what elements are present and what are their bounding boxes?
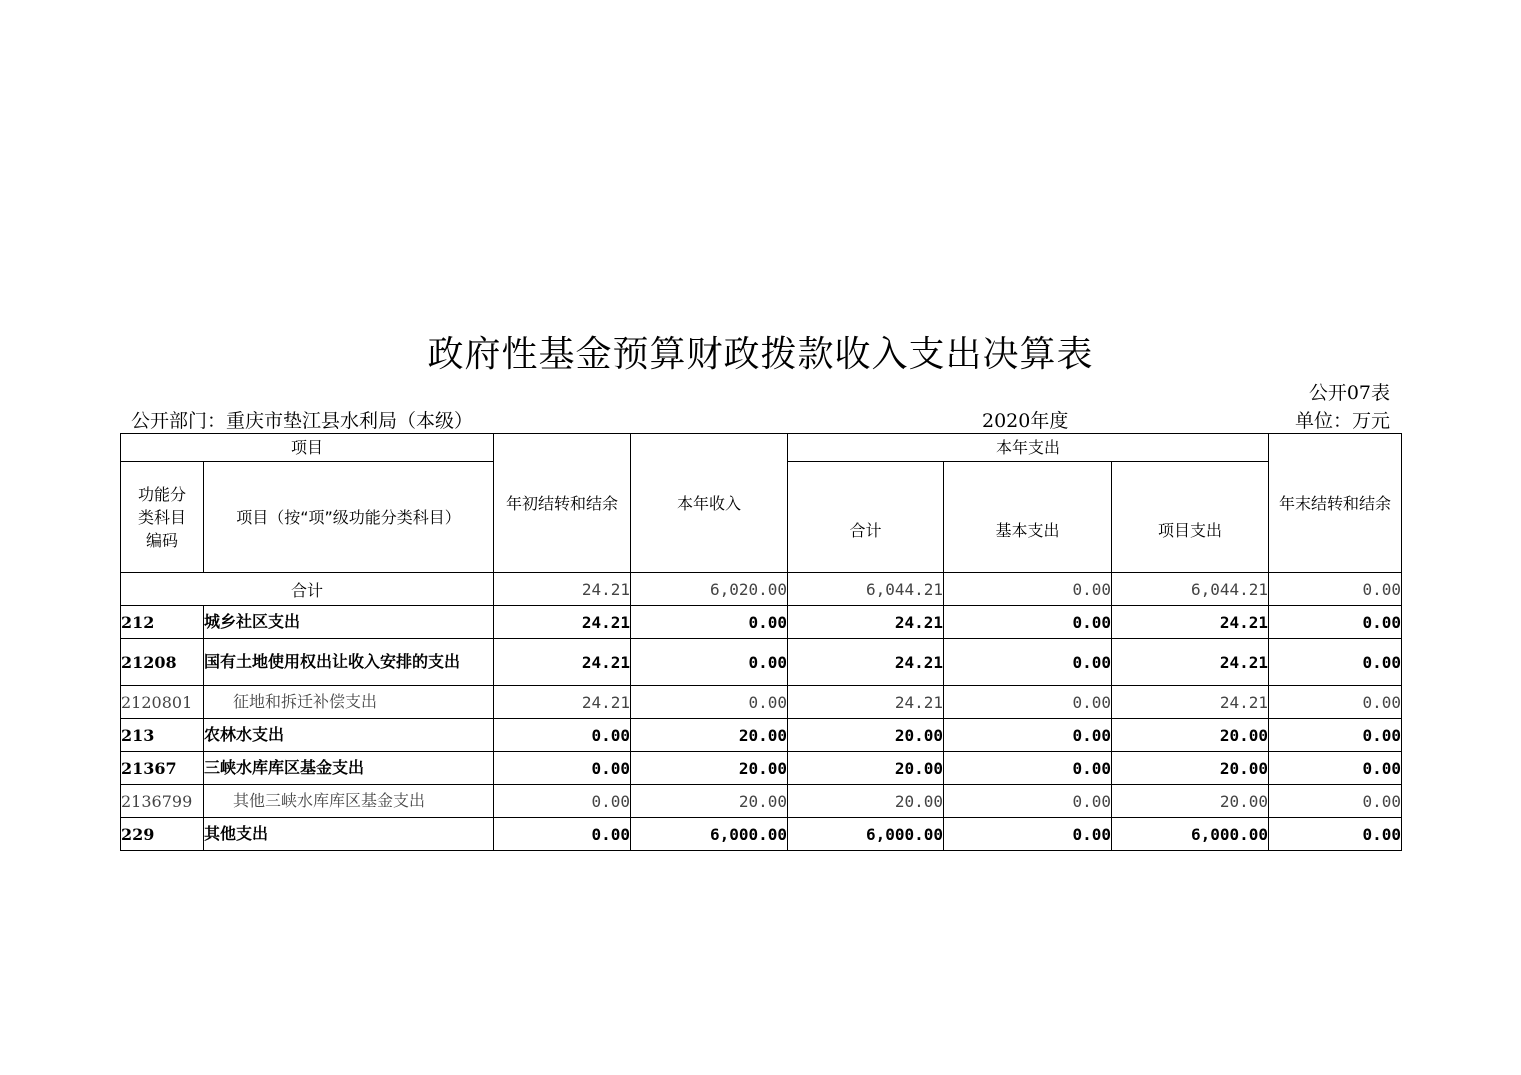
row-expense-total: 20.00 xyxy=(788,752,944,785)
row-name: 征地和拆迁补偿支出 xyxy=(204,686,494,719)
header-closing-balance: 年末结转和结余 xyxy=(1269,434,1402,573)
row-basic: 0.00 xyxy=(944,719,1112,752)
unit-label: 单位：万元 xyxy=(1294,410,1390,432)
page-title: 政府性基金预算财政拨款收入支出决算表 xyxy=(427,334,1094,375)
row-code: 2136799 xyxy=(121,785,204,818)
row-basic: 0.00 xyxy=(944,785,1112,818)
header-basic-expense: 基本支出 xyxy=(944,462,1112,573)
header-expense-total: 合计 xyxy=(788,462,944,573)
row-income: 20.00 xyxy=(631,752,788,785)
row-project: 20.00 xyxy=(1112,752,1269,785)
header-current-income: 本年收入 xyxy=(631,434,788,573)
table-row xyxy=(121,785,1402,818)
row-opening: 0.00 xyxy=(494,752,631,785)
row-closing: 0.00 xyxy=(1269,818,1402,851)
header-opening-balance: 年初结转和结余 xyxy=(494,434,631,573)
total-closing: 0.00 xyxy=(1269,573,1402,606)
fiscal-year-label: 2020年度 xyxy=(982,410,1069,432)
header-current-expense-group: 本年支出 xyxy=(788,434,1269,462)
row-expense-total: 24.21 xyxy=(788,606,944,639)
row-income: 0.00 xyxy=(631,606,788,639)
row-closing: 0.00 xyxy=(1269,752,1402,785)
row-basic: 0.00 xyxy=(944,818,1112,851)
total-project: 6,044.21 xyxy=(1112,573,1269,606)
row-code: 212 xyxy=(121,606,204,639)
header-project-expense: 项目支出 xyxy=(1112,462,1269,573)
table-row xyxy=(121,686,1402,719)
header-project-group: 项目 xyxy=(121,434,494,462)
row-opening: 24.21 xyxy=(494,686,631,719)
row-project: 20.00 xyxy=(1112,719,1269,752)
row-name: 国有土地使用权出让收入安排的支出 xyxy=(204,639,494,686)
row-code: 21208 xyxy=(121,639,204,686)
row-income: 6,000.00 xyxy=(631,818,788,851)
row-income: 0.00 xyxy=(631,686,788,719)
row-opening: 0.00 xyxy=(494,719,631,752)
row-project: 20.00 xyxy=(1112,785,1269,818)
table-row xyxy=(121,639,1402,686)
row-closing: 0.00 xyxy=(1269,639,1402,686)
table-row xyxy=(121,752,1402,785)
row-closing: 0.00 xyxy=(1269,686,1402,719)
table-row xyxy=(121,818,1402,851)
form-number: 公开07表 xyxy=(1308,382,1390,404)
row-name: 城乡社区支出 xyxy=(204,606,494,639)
row-code: 229 xyxy=(121,818,204,851)
header-project-name: 项目（按“项”级功能分类科目） xyxy=(204,462,494,573)
total-label: 合计 xyxy=(121,573,494,606)
row-basic: 0.00 xyxy=(944,752,1112,785)
table-row xyxy=(121,606,1402,639)
row-opening: 0.00 xyxy=(494,785,631,818)
row-basic: 0.00 xyxy=(944,686,1112,719)
row-code: 213 xyxy=(121,719,204,752)
row-income: 20.00 xyxy=(631,785,788,818)
row-project: 24.21 xyxy=(1112,686,1269,719)
row-expense-total: 20.00 xyxy=(788,719,944,752)
row-name: 其他支出 xyxy=(204,818,494,851)
header-func-code: 功能分类科目编码 xyxy=(121,462,204,573)
row-expense-total: 6,000.00 xyxy=(788,818,944,851)
row-basic: 0.00 xyxy=(944,639,1112,686)
row-expense-total: 24.21 xyxy=(788,686,944,719)
row-closing: 0.00 xyxy=(1269,606,1402,639)
row-opening: 0.00 xyxy=(494,818,631,851)
row-project: 24.21 xyxy=(1112,606,1269,639)
total-opening: 24.21 xyxy=(494,573,631,606)
row-closing: 0.00 xyxy=(1269,785,1402,818)
row-opening: 24.21 xyxy=(494,606,631,639)
row-income: 0.00 xyxy=(631,639,788,686)
department-label: 公开部门：重庆市垫江县水利局（本级） xyxy=(131,410,474,432)
row-code: 21367 xyxy=(121,752,204,785)
row-expense-total: 24.21 xyxy=(788,639,944,686)
row-name: 农林水支出 xyxy=(204,719,494,752)
total-basic: 0.00 xyxy=(944,573,1112,606)
total-row xyxy=(121,573,1402,606)
total-expense-total: 6,044.21 xyxy=(788,573,944,606)
row-name: 其他三峡水库库区基金支出 xyxy=(204,785,494,818)
row-closing: 0.00 xyxy=(1269,719,1402,752)
total-income: 6,020.00 xyxy=(631,573,788,606)
row-income: 20.00 xyxy=(631,719,788,752)
table-row xyxy=(121,719,1402,752)
budget-table xyxy=(120,433,1402,851)
row-name: 三峡水库库区基金支出 xyxy=(204,752,494,785)
row-project: 24.21 xyxy=(1112,639,1269,686)
row-opening: 24.21 xyxy=(494,639,631,686)
row-code: 2120801 xyxy=(121,686,204,719)
row-project: 6,000.00 xyxy=(1112,818,1269,851)
row-basic: 0.00 xyxy=(944,606,1112,639)
row-expense-total: 20.00 xyxy=(788,785,944,818)
